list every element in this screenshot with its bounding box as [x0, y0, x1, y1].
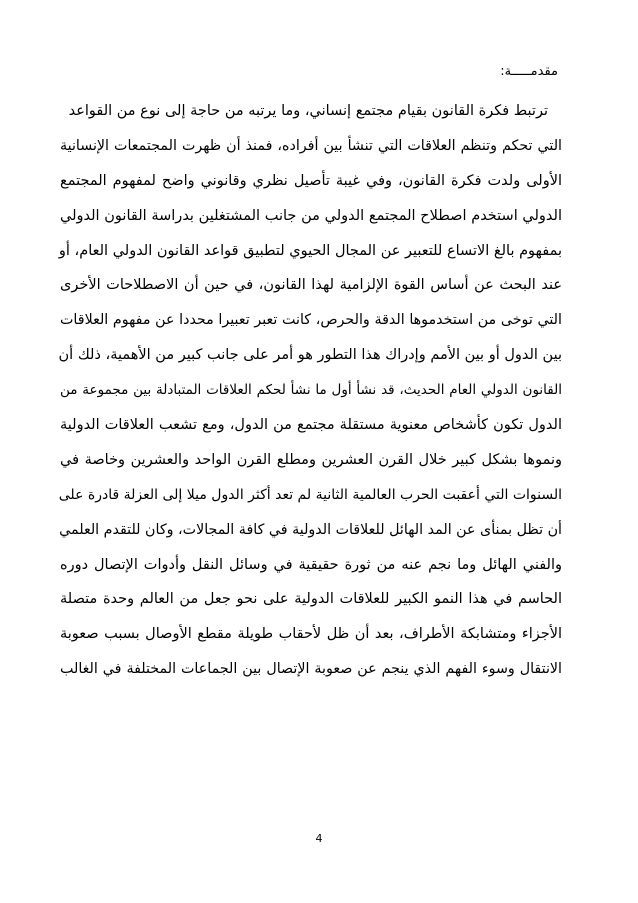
text-line: الدول تكون كأشخاص معنوية مستقلة مجتمع من الدول، ومع تشعب العلاقات الدولية: [60, 417, 562, 434]
text-line: الحاسم في هذا النمو الكبير للعلاقات الدولية على نحو جعل من العالم وحدة متصلة: [60, 591, 562, 608]
text-line: بمفهوم بالغ الاتساع للتعبير عن المجال الحيوي لتطبيق قواعد القانون الدولي العام، أو: [58, 242, 562, 259]
text-line: القانون الدولي العام الحديث، قد نشأ أول ما نشأ لحكم العلاقات المتبادلة بين مجموعة من: [60, 382, 562, 399]
text-line: أن تظل بمنأى عن المد الهائل للعلاقات الدولية في كافة المجالات، وكان للتقدم العلمي: [59, 521, 562, 538]
text-line: ونموها بشكل كبير خلال القرن العشرين ومطلع القرن الواحد والعشرين وخاصة في: [60, 451, 562, 468]
text-line: السنوات التي أعقبت الحرب العالمية الثانية لم تعد أكثر الدول ميلا إلى العزلة قادرة على: [58, 486, 562, 503]
text-line: التي تحكم وتنظم العلاقات التي تنشأ بين أفراده، فمنذ أن ظهرت المجتمعات الإنسانية: [60, 137, 562, 154]
text-line: بين الدول أو بين الأمم وإدراك هذا التطور هو أمر على جانب كبير من الأهمية، ذلك أن: [58, 347, 562, 364]
text-line: والفني الهائل وما نجم عنه من ثورة حقيقية في وسائل النقل وأدوات الإتصال دوره: [60, 556, 562, 573]
text-line: الأولى ولدت فكرة القانون، وفي غيبة تأصيل نظري وقانوني واضح لمفهوم المجتمع: [60, 172, 562, 189]
text-line: ترتبط فكرة القانون بقيام مجتمع إنساني، وما يرتبه من حاجة إلى نوع من القواعد: [68, 103, 548, 119]
section-heading: مقدمـــــة:: [500, 64, 558, 79]
text-line: الأجزاء ومتشابكة الأطراف، بعد أن ظل لأحقاب طويلة مقطع الأوصال بسبب صعوبة: [60, 626, 562, 643]
text-line: عند البحث عن أساس القوة الإلزامية لهذا القانون، في حين أن الاصطلاحات الأخرى: [60, 277, 562, 294]
text-line: الانتقال وسوء الفهم الذي ينجم عن صعوبة الإتصال بين الجماعات المختلفة في الغالب: [60, 661, 562, 678]
text-line: الدولي استخدم اصطلاح المجتمع الدولي من جانب المشتغلين بدراسة القانون الدولي: [60, 207, 562, 224]
page-number: 4: [315, 832, 323, 845]
body-paragraph: [60, 94, 562, 687]
text-line: التي توخى من استخدموها الدقة والحرص، كانت تعبر تعبيرا محددا عن مفهوم العلاقات: [60, 312, 562, 329]
